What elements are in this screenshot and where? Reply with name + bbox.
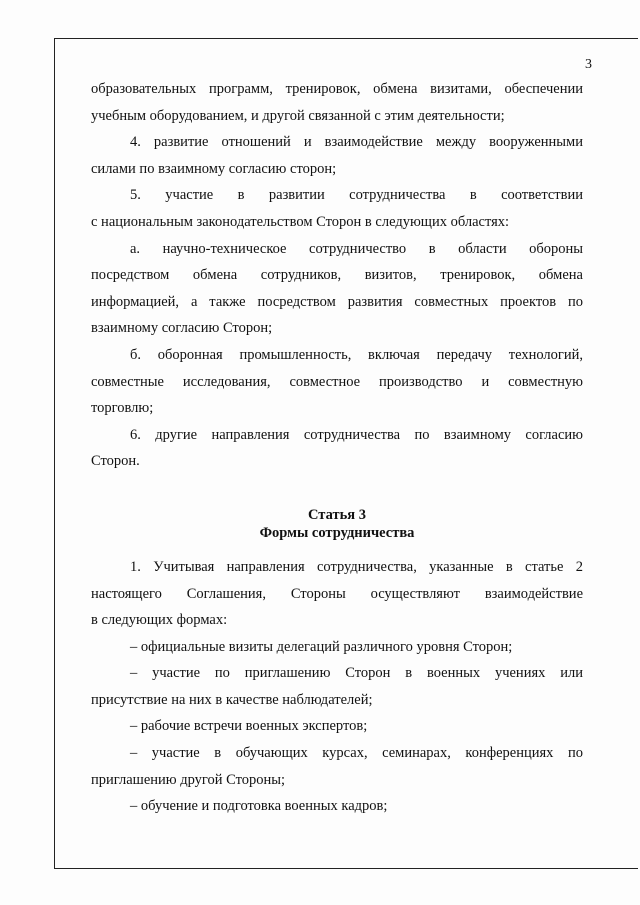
paragraph-line: учебным оборудованием, и другой связанной с этим деятельности; xyxy=(91,107,505,124)
paragraph-line: совместные исследования, совместное производство и совместную xyxy=(91,373,583,390)
paragraph-line: 4. развитие отношений и взаимодействие между вооруженными xyxy=(130,134,583,151)
paragraph-line: посредством обмена сотрудников, визитов, тренировок, обмена xyxy=(91,267,583,284)
paragraph-line: 6. другие направления сотрудничества по взаимному согласию xyxy=(130,426,583,443)
paragraph-line: торговлю; xyxy=(91,400,154,417)
scan-edge-bottom xyxy=(54,868,638,869)
paragraph-line: силами по взаимному согласию сторон; xyxy=(91,160,337,177)
document-body xyxy=(91,79,583,823)
paragraph-line: 1. Учитывая направления сотрудничества, указанные в статье 2 xyxy=(130,558,583,575)
paragraph-line: в следующих формах: xyxy=(91,612,228,629)
paragraph-line: б. оборонная промышленность, включая передачу технологий, xyxy=(130,346,583,363)
article-title: Статья 3 xyxy=(308,506,366,523)
section-spacer xyxy=(91,542,583,557)
scan-edge-left xyxy=(54,38,55,868)
paragraph-line: а. научно-техническое сотрудничество в области обороны xyxy=(130,240,583,257)
page-number: 3 xyxy=(585,57,592,72)
paragraph-line: приглашению другой Стороны; xyxy=(91,771,286,788)
paragraph-line: образовательных программ, тренировок, обмена визитами, обеспечении xyxy=(91,81,583,97)
paragraph-line: присутствие на них в качестве наблюдателей; xyxy=(91,691,373,708)
list-item: – участие по приглашению Сторон в военных учениях или xyxy=(130,665,583,682)
paragraph-line: 5. участие в развитии сотрудничества в соответствии xyxy=(130,187,583,204)
list-item: – участие в обучающих курсах, семинарах, конференциях по xyxy=(130,745,583,762)
paragraph-line: настоящего Соглашения, Стороны осуществляют взаимодействие xyxy=(91,585,583,602)
list-item: – официальные визиты делегаций различного уровня Сторон; xyxy=(130,638,513,655)
paragraph-line: с национальным законодательством Сторон в следующих областях: xyxy=(91,213,510,230)
article-subtitle: Формы сотрудничества xyxy=(259,524,415,541)
paragraph-line: информацией, а также посредством развития совместных проектов по xyxy=(91,293,583,310)
list-item: – рабочие встречи военных экспертов; xyxy=(130,718,368,735)
paragraph-line: Сторон. xyxy=(91,453,140,470)
scan-edge-top xyxy=(54,38,638,39)
list-item: – обучение и подготовка военных кадров; xyxy=(130,798,388,815)
section-spacer xyxy=(91,478,583,506)
paragraph-line: взаимному согласию Сторон; xyxy=(91,320,273,337)
